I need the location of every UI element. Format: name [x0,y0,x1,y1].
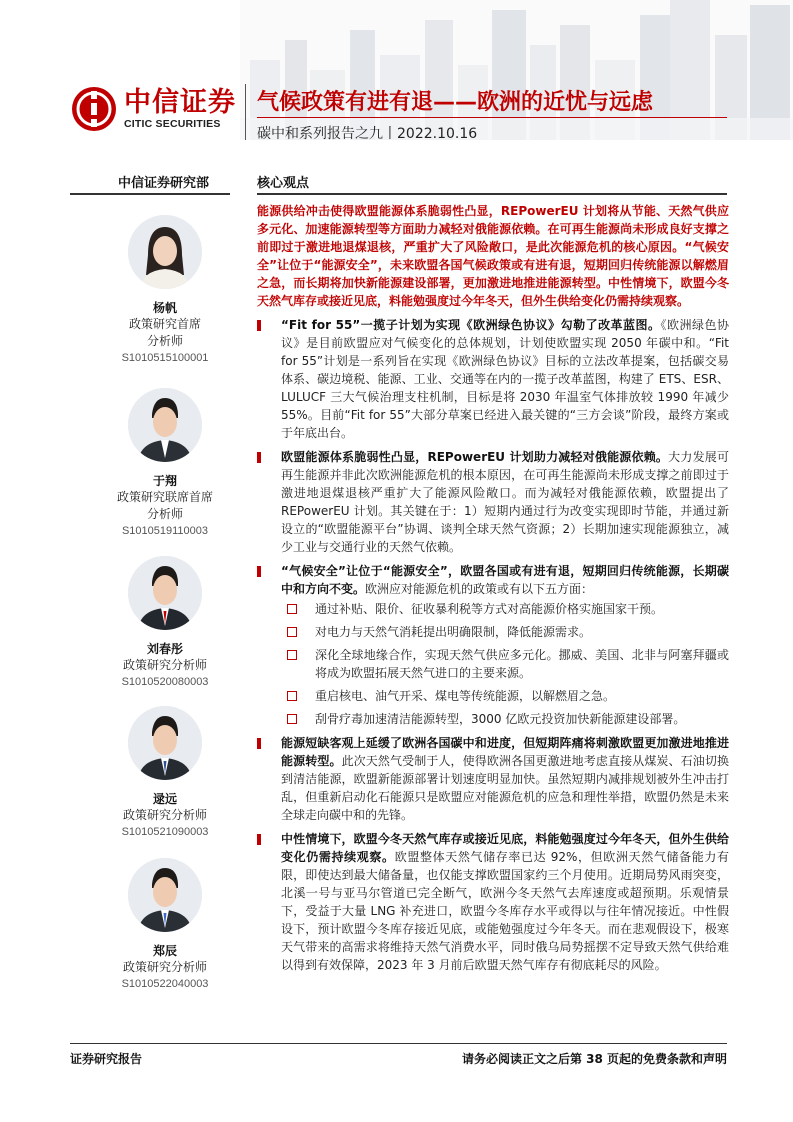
key-point-heading: “Fit for 55”一揽子计划为实现《欧洲绿色协议》勾勒了改革蓝图。 [281,318,661,332]
analyst-role: 政策研究首席 [128,317,201,331]
key-point-text: 此次天然气受制于人，使得欧洲各国更激进地考虑直接从煤炭、石油切换到清洁能源，欧盟新能源部署计划速度明显加快。虽然短期内减排规划被外生冲击打乱，但重新启动化石能源只是欧盟应对能源危机的应急和理性举措，欧盟仍然是未来全球走向碳中和的先锋。 [281,754,729,822]
analyst-card [100,858,230,993]
analyst-photo [128,706,202,780]
checkbox-square-icon [287,627,297,637]
footer-rule [70,1043,727,1044]
list-item: 通过补贴、限价、征收暴利税等方式对高能源价格实施国家干预。 [257,600,729,618]
header-divider [245,84,246,140]
analyst-card [100,556,230,691]
analyst-name: 郑辰 [152,944,177,958]
footer-disclaimer: 请务必阅读正文之后第 38 页起的免费条款和声明 [461,1052,727,1066]
key-point-heading: “气候安全”让位于“能源安全”，欧盟各国或有进有退，短期回归传统能源，长期碳中和方向不变。 [281,564,729,596]
analyst-card [100,706,230,841]
analyst-name: 刘春彤 [146,642,183,656]
key-point-paragraph [257,830,729,974]
analyst-role: 政策研究联席首席 [116,490,213,504]
analyst-name: 逯远 [152,792,177,806]
checkbox-square-icon [287,691,297,701]
analyst-card [100,388,230,540]
list-item: 重启核电、油气开采、煤电等传统能源，以解燃眉之急。 [257,687,729,705]
analyst-name: 于翔 [152,474,177,488]
key-point-paragraph [257,448,729,556]
core-views-body [257,202,729,974]
analyst-photo [128,858,202,932]
key-point-heading: 欧盟能源体系脆弱性凸显，REPowerEU 计划助力减轻对俄能源依赖。 [281,450,669,464]
right-section-rule [257,193,727,195]
analyst-cert-number: S1010520080003 [121,676,209,688]
checkbox-square-icon [287,714,297,724]
citic-logo [70,85,236,133]
report-subtitle: 碳中和系列报告之九丨2022.10.16 [257,126,478,142]
header-skyline-image [240,0,793,140]
list-item: 刮骨疗毒加速清洁能源转型，3000 亿欧元投资加快新能源建设部署。 [257,710,729,728]
analyst-role: 政策研究分析师 [122,658,207,672]
analyst-card [100,215,230,367]
analyst-photo [128,556,202,630]
red-bar-marker [257,320,261,331]
analyst-cert-number: S1010519110003 [121,525,209,537]
analyst-photo [128,215,202,289]
analyst-photo [128,388,202,462]
analyst-role: 政策研究分析师 [122,960,207,974]
analyst-name: 杨帆 [152,301,177,315]
list-item: 对电力与天然气消耗提出明确限制，降低能源需求。 [257,623,729,641]
left-section-title: 中信证券研究部 [118,176,210,191]
left-section-rule [70,193,230,195]
key-point-text: 《欧洲绿色协议》是目前欧盟应对气候变化的总体规划，计划使欧盟实现 2050 年碳中和。“Fit for 55”计划是一系列旨在实现《欧洲绿色协议》目标的立法改革提案，包括碳交易体系、碳边境税、能源、工业、交通等在内的一揽子改革蓝图，构建了 ETS、ESR、LULUCF 三大气候治理支柱机制，目标是将 2030 年温室气体排放较 1990 年减少 55%。目前“Fit for 55”大部分草案已经进入最关键的“三方会谈”阶段，最终方案或于年底出台。 [281,318,729,440]
list-item: 深化全球地缘合作，实现天然气供应多元化。挪威、美国、北非与阿塞拜疆或将成为欧盟拓展天然气进口的主要来源。 [257,646,729,682]
logo-english-text: CITIC SECURITIES [124,118,221,130]
key-point-paragraph [257,562,729,598]
key-point-heading: 能源短缺客观上延缓了欧洲各国碳中和进度，但短期阵痛将刺激欧盟更加激进地推进能源转型。 [281,736,729,768]
analyst-cert-number: S1010515100001 [121,352,209,364]
key-point-paragraph [257,734,729,824]
report-title: 气候政策有进有退——欧洲的近忧与远虑 [257,90,654,115]
analyst-cert-number: S1010521090003 [121,826,209,838]
red-bar-marker [257,834,261,845]
checkbox-square-icon [287,650,297,660]
analyst-role: 分析师 [146,334,183,348]
analyst-role: 分析师 [146,507,183,521]
analyst-cert-number: S1010522040003 [121,978,209,990]
summary-paragraph: 能源供给冲击使得欧盟能源体系脆弱性凸显，REPowerEU 计划将从节能、天然气供应多元化、加速能源转型等方面助力减轻对俄能源依赖。在可再生能源尚未形成良好支撑之前即过于激进地退煤退核，严重扩大了风险敞口，是此次能源危机的核心原因。“气候安全”让位于“能源安全”，未来欧盟各国气候政策或有进有退，短期回归传统能源以解燃眉之急，而长期将加快新能源建设部署，更加激进地推进能源转型。中性情境下，欧盟今冬天然气库存或接近见底，料能勉强度过今年冬天，但外生供给变化仍需持续观察。 [257,204,729,308]
red-bar-marker [257,566,261,577]
logo-chinese-text: 中信证券 [124,87,236,118]
red-bar-marker [257,452,261,463]
key-point-paragraph [257,316,729,442]
red-bar-marker [257,738,261,749]
key-point-text: 欧盟整体天然气储存率已达 92%，但欧洲天然气储备能力有限，即使达到最大储备量，也仅能支撑欧盟国家约三个月使用。近期局势风雨突变，北溪一号与亚马尔管道已完全断气，欧洲今冬天然气去库速度或超预期。乐观情景下，受益于大量 LNG 补充进口，欧盟今冬库存水平或得以与往年情况接近。中性假设下，预计欧盟今冬库存接近见底，或能勉强度过今年冬天。而在悲观假设下，极寒天气带来的高需求将维持天然气消费水平，同时俄乌局势摇摆不定导致天然气供给难以得到有效保障，2023 年 3 月前后欧盟天然气库存有彻底耗尽的风险。 [281,850,729,972]
title-underline [257,117,727,118]
key-point-text: 欧洲应对能源危机的政策或有以下五方面： [365,582,594,596]
analyst-role: 政策研究分析师 [122,808,207,822]
key-point-heading: 中性情境下，欧盟今冬天然气库存或接近见底，料能勉强度过今年冬天，但外生供给变化仍需持续观察。 [281,832,729,864]
citic-logo-icon [70,85,118,133]
key-point-text: 大力发展可再生能源并非此次欧洲能源危机的根本原因，在可再生能源尚未形成支撑之前即过于激进地退煤退核严重扩大了能源风险敞口。而为减轻对俄能源依赖，欧盟提出了 REPowerEU 计划。其关键在于：1）短期内通过行为改变实现即时节能，并通过新设立的“欧盟能源平台”协调、谈判全球天然气资源；2）长期加速实现能源独立，减少工业与交通行业的天然气依赖。 [281,450,729,554]
checkbox-square-icon [287,604,297,614]
footer-report-type: 证券研究报告 [70,1052,143,1066]
policy-bullet-list [257,600,729,728]
right-section-title: 核心观点 [257,176,310,191]
